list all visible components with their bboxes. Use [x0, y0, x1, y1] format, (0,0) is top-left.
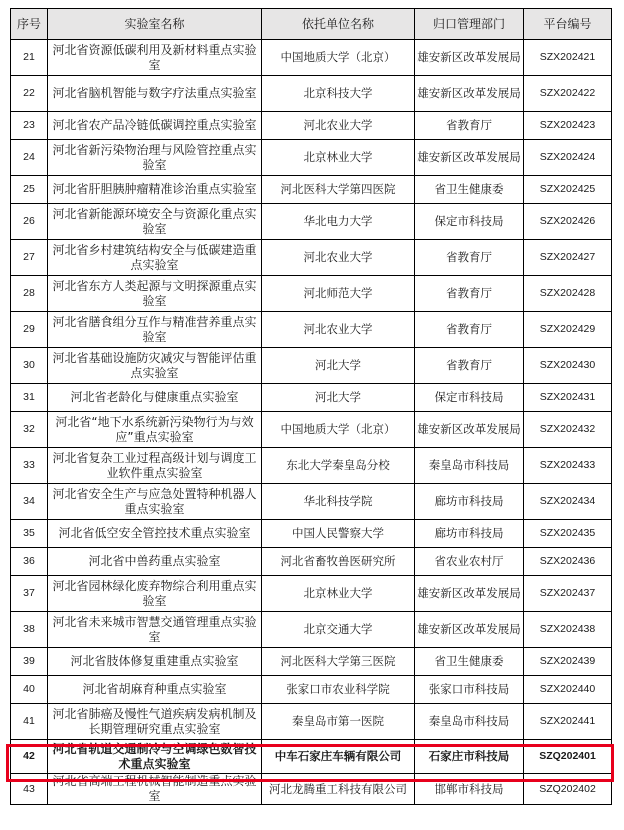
cell-dept: 省教育厅 — [415, 348, 524, 384]
cell-unit: 河北医科大学第四医院 — [262, 176, 415, 204]
table-row — [11, 384, 612, 412]
table-row — [11, 648, 612, 676]
cell-code: SZX202426 — [524, 204, 612, 240]
cell-unit: 中国人民警察大学 — [262, 520, 415, 548]
cell-dept: 张家口市科技局 — [415, 676, 524, 704]
cell-no: 23 — [11, 112, 48, 140]
cell-unit: 北京林业大学 — [262, 576, 415, 612]
cell-unit: 河北龙腾重工科技有限公司 — [262, 774, 415, 805]
cell-unit: 秦皇岛市第一医院 — [262, 704, 415, 740]
cell-dept: 雄安新区改革发展局 — [415, 40, 524, 76]
cell-no: 31 — [11, 384, 48, 412]
cell-unit: 张家口市农业科学院 — [262, 676, 415, 704]
cell-name: 河北省脑机智能与数字疗法重点实验室 — [48, 76, 262, 112]
table-row — [11, 576, 612, 612]
header-unit: 依托单位名称 — [262, 9, 415, 40]
table-row — [11, 740, 612, 774]
cell-unit: 北京林业大学 — [262, 140, 415, 176]
cell-no: 22 — [11, 76, 48, 112]
cell-name: 河北省肝胆胰肿瘤精准诊治重点实验室 — [48, 176, 262, 204]
cell-name: 河北省低空安全管控技术重点实验室 — [48, 520, 262, 548]
cell-dept: 省教育厅 — [415, 112, 524, 140]
cell-name: 河北省园林绿化废弃物综合利用重点实验室 — [48, 576, 262, 612]
cell-name: 河北省东方人类起源与文明探源重点实验室 — [48, 276, 262, 312]
cell-name: 河北省安全生产与应急处置特种机器人重点实验室 — [48, 484, 262, 520]
cell-dept: 雄安新区改革发展局 — [415, 612, 524, 648]
cell-no: 32 — [11, 412, 48, 448]
cell-no: 36 — [11, 548, 48, 576]
cell-dept: 邯郸市科技局 — [415, 774, 524, 805]
table-row — [11, 612, 612, 648]
cell-code: SZX202439 — [524, 648, 612, 676]
cell-unit: 华北科技学院 — [262, 484, 415, 520]
cell-dept: 省卫生健康委 — [415, 648, 524, 676]
cell-unit: 北京科技大学 — [262, 76, 415, 112]
cell-no: 28 — [11, 276, 48, 312]
cell-code: SZX202438 — [524, 612, 612, 648]
cell-name: 河北省复杂工业过程高级计划与调度工业软件重点实验室 — [48, 448, 262, 484]
cell-dept: 石家庄市科技局 — [415, 740, 524, 774]
header-no: 序号 — [11, 9, 48, 40]
cell-name: 河北省新能源环境安全与资源化重点实验室 — [48, 204, 262, 240]
cell-code: SZX202424 — [524, 140, 612, 176]
cell-dept: 省农业农村厅 — [415, 548, 524, 576]
cell-name: 河北省乡村建筑结构安全与低碳建造重点实验室 — [48, 240, 262, 276]
table-row — [11, 276, 612, 312]
cell-dept: 雄安新区改革发展局 — [415, 76, 524, 112]
cell-name: 河北省基础设施防灾减灾与智能评估重点实验室 — [48, 348, 262, 384]
cell-name: 河北省胡麻育种重点实验室 — [48, 676, 262, 704]
cell-no: 35 — [11, 520, 48, 548]
table-row — [11, 204, 612, 240]
table-row — [11, 176, 612, 204]
cell-name: 河北省资源低碳利用及新材料重点实验室 — [48, 40, 262, 76]
cell-code: SZX202429 — [524, 312, 612, 348]
cell-dept: 省教育厅 — [415, 276, 524, 312]
cell-code: SZX202421 — [524, 40, 612, 76]
cell-unit: 河北大学 — [262, 384, 415, 412]
cell-unit: 华北电力大学 — [262, 204, 415, 240]
cell-code: SZX202431 — [524, 384, 612, 412]
cell-name: 河北省农产品冷链低碳调控重点实验室 — [48, 112, 262, 140]
cell-unit: 河北大学 — [262, 348, 415, 384]
cell-unit: 河北师范大学 — [262, 276, 415, 312]
cell-code: SZX202434 — [524, 484, 612, 520]
table-row — [11, 484, 612, 520]
table-row — [11, 312, 612, 348]
cell-name: 河北省膳食组分互作与精准营养重点实验室 — [48, 312, 262, 348]
table-row — [11, 348, 612, 384]
cell-no: 40 — [11, 676, 48, 704]
cell-code: SZX202437 — [524, 576, 612, 612]
cell-no: 34 — [11, 484, 48, 520]
cell-unit: 中国地质大学（北京） — [262, 40, 415, 76]
table-row — [11, 548, 612, 576]
cell-no: 24 — [11, 140, 48, 176]
cell-code: SZX202432 — [524, 412, 612, 448]
cell-unit: 中车石家庄车辆有限公司 — [262, 740, 415, 774]
cell-no: 27 — [11, 240, 48, 276]
cell-dept: 保定市科技局 — [415, 204, 524, 240]
table-row — [11, 140, 612, 176]
cell-no: 42 — [11, 740, 48, 774]
cell-unit: 河北省畜牧兽医研究所 — [262, 548, 415, 576]
cell-no: 29 — [11, 312, 48, 348]
cell-no: 33 — [11, 448, 48, 484]
cell-dept: 保定市科技局 — [415, 384, 524, 412]
cell-dept: 省教育厅 — [415, 240, 524, 276]
cell-no: 26 — [11, 204, 48, 240]
cell-no: 25 — [11, 176, 48, 204]
table-row — [11, 774, 612, 805]
cell-unit: 河北农业大学 — [262, 240, 415, 276]
table-row — [11, 112, 612, 140]
cell-dept: 雄安新区改革发展局 — [415, 576, 524, 612]
laboratory-table — [10, 8, 612, 805]
cell-code: SZX202423 — [524, 112, 612, 140]
table-row — [11, 676, 612, 704]
table-row — [11, 76, 612, 112]
cell-name: 河北省未来城市智慧交通管理重点实验室 — [48, 612, 262, 648]
cell-code: SZX202435 — [524, 520, 612, 548]
cell-no: 37 — [11, 576, 48, 612]
cell-no: 30 — [11, 348, 48, 384]
cell-code: SZX202433 — [524, 448, 612, 484]
cell-name: 河北省“地下水系统新污染物行为与效应”重点实验室 — [48, 412, 262, 448]
cell-unit: 河北农业大学 — [262, 112, 415, 140]
cell-name: 河北省肺癌及慢性气道疾病发病机制及长期管理研究重点实验室 — [48, 704, 262, 740]
cell-no: 41 — [11, 704, 48, 740]
cell-unit: 河北医科大学第三医院 — [262, 648, 415, 676]
table-body — [11, 9, 612, 805]
table-row — [11, 40, 612, 76]
header-name: 实验室名称 — [48, 9, 262, 40]
cell-dept: 省卫生健康委 — [415, 176, 524, 204]
cell-name: 河北省中兽药重点实验室 — [48, 548, 262, 576]
cell-unit: 北京交通大学 — [262, 612, 415, 648]
cell-code: SZX202430 — [524, 348, 612, 384]
cell-code: SZX202441 — [524, 704, 612, 740]
header-row — [11, 9, 612, 40]
header-dept: 归口管理部门 — [415, 9, 524, 40]
cell-dept: 廊坊市科技局 — [415, 520, 524, 548]
table-row — [11, 240, 612, 276]
table-row — [11, 520, 612, 548]
cell-dept: 秦皇岛市科技局 — [415, 704, 524, 740]
cell-code: SZQ202401 — [524, 740, 612, 774]
cell-no: 38 — [11, 612, 48, 648]
table-row — [11, 448, 612, 484]
cell-dept: 雄安新区改革发展局 — [415, 412, 524, 448]
cell-code: SZX202436 — [524, 548, 612, 576]
cell-name: 河北省新污染物治理与风险管控重点实验室 — [48, 140, 262, 176]
cell-unit: 河北农业大学 — [262, 312, 415, 348]
cell-name: 河北省高端工程机械智能制造重点实验室 — [48, 774, 262, 805]
cell-dept: 省教育厅 — [415, 312, 524, 348]
cell-name: 河北省肢体修复重建重点实验室 — [48, 648, 262, 676]
header-code: 平台编号 — [524, 9, 612, 40]
cell-name: 河北省轨道交通制冷与空调绿色数智技术重点实验室 — [48, 740, 262, 774]
cell-unit: 东北大学秦皇岛分校 — [262, 448, 415, 484]
cell-dept: 秦皇岛市科技局 — [415, 448, 524, 484]
cell-code: SZX202422 — [524, 76, 612, 112]
cell-code: SZX202428 — [524, 276, 612, 312]
table-row — [11, 704, 612, 740]
cell-no: 21 — [11, 40, 48, 76]
cell-dept: 雄安新区改革发展局 — [415, 140, 524, 176]
cell-code: SZX202440 — [524, 676, 612, 704]
cell-code: SZX202427 — [524, 240, 612, 276]
cell-name: 河北省老龄化与健康重点实验室 — [48, 384, 262, 412]
cell-unit: 中国地质大学（北京） — [262, 412, 415, 448]
cell-no: 43 — [11, 774, 48, 805]
cell-code: SZX202425 — [524, 176, 612, 204]
table-row — [11, 412, 612, 448]
cell-no: 39 — [11, 648, 48, 676]
cell-code: SZQ202402 — [524, 774, 612, 805]
cell-dept: 廊坊市科技局 — [415, 484, 524, 520]
